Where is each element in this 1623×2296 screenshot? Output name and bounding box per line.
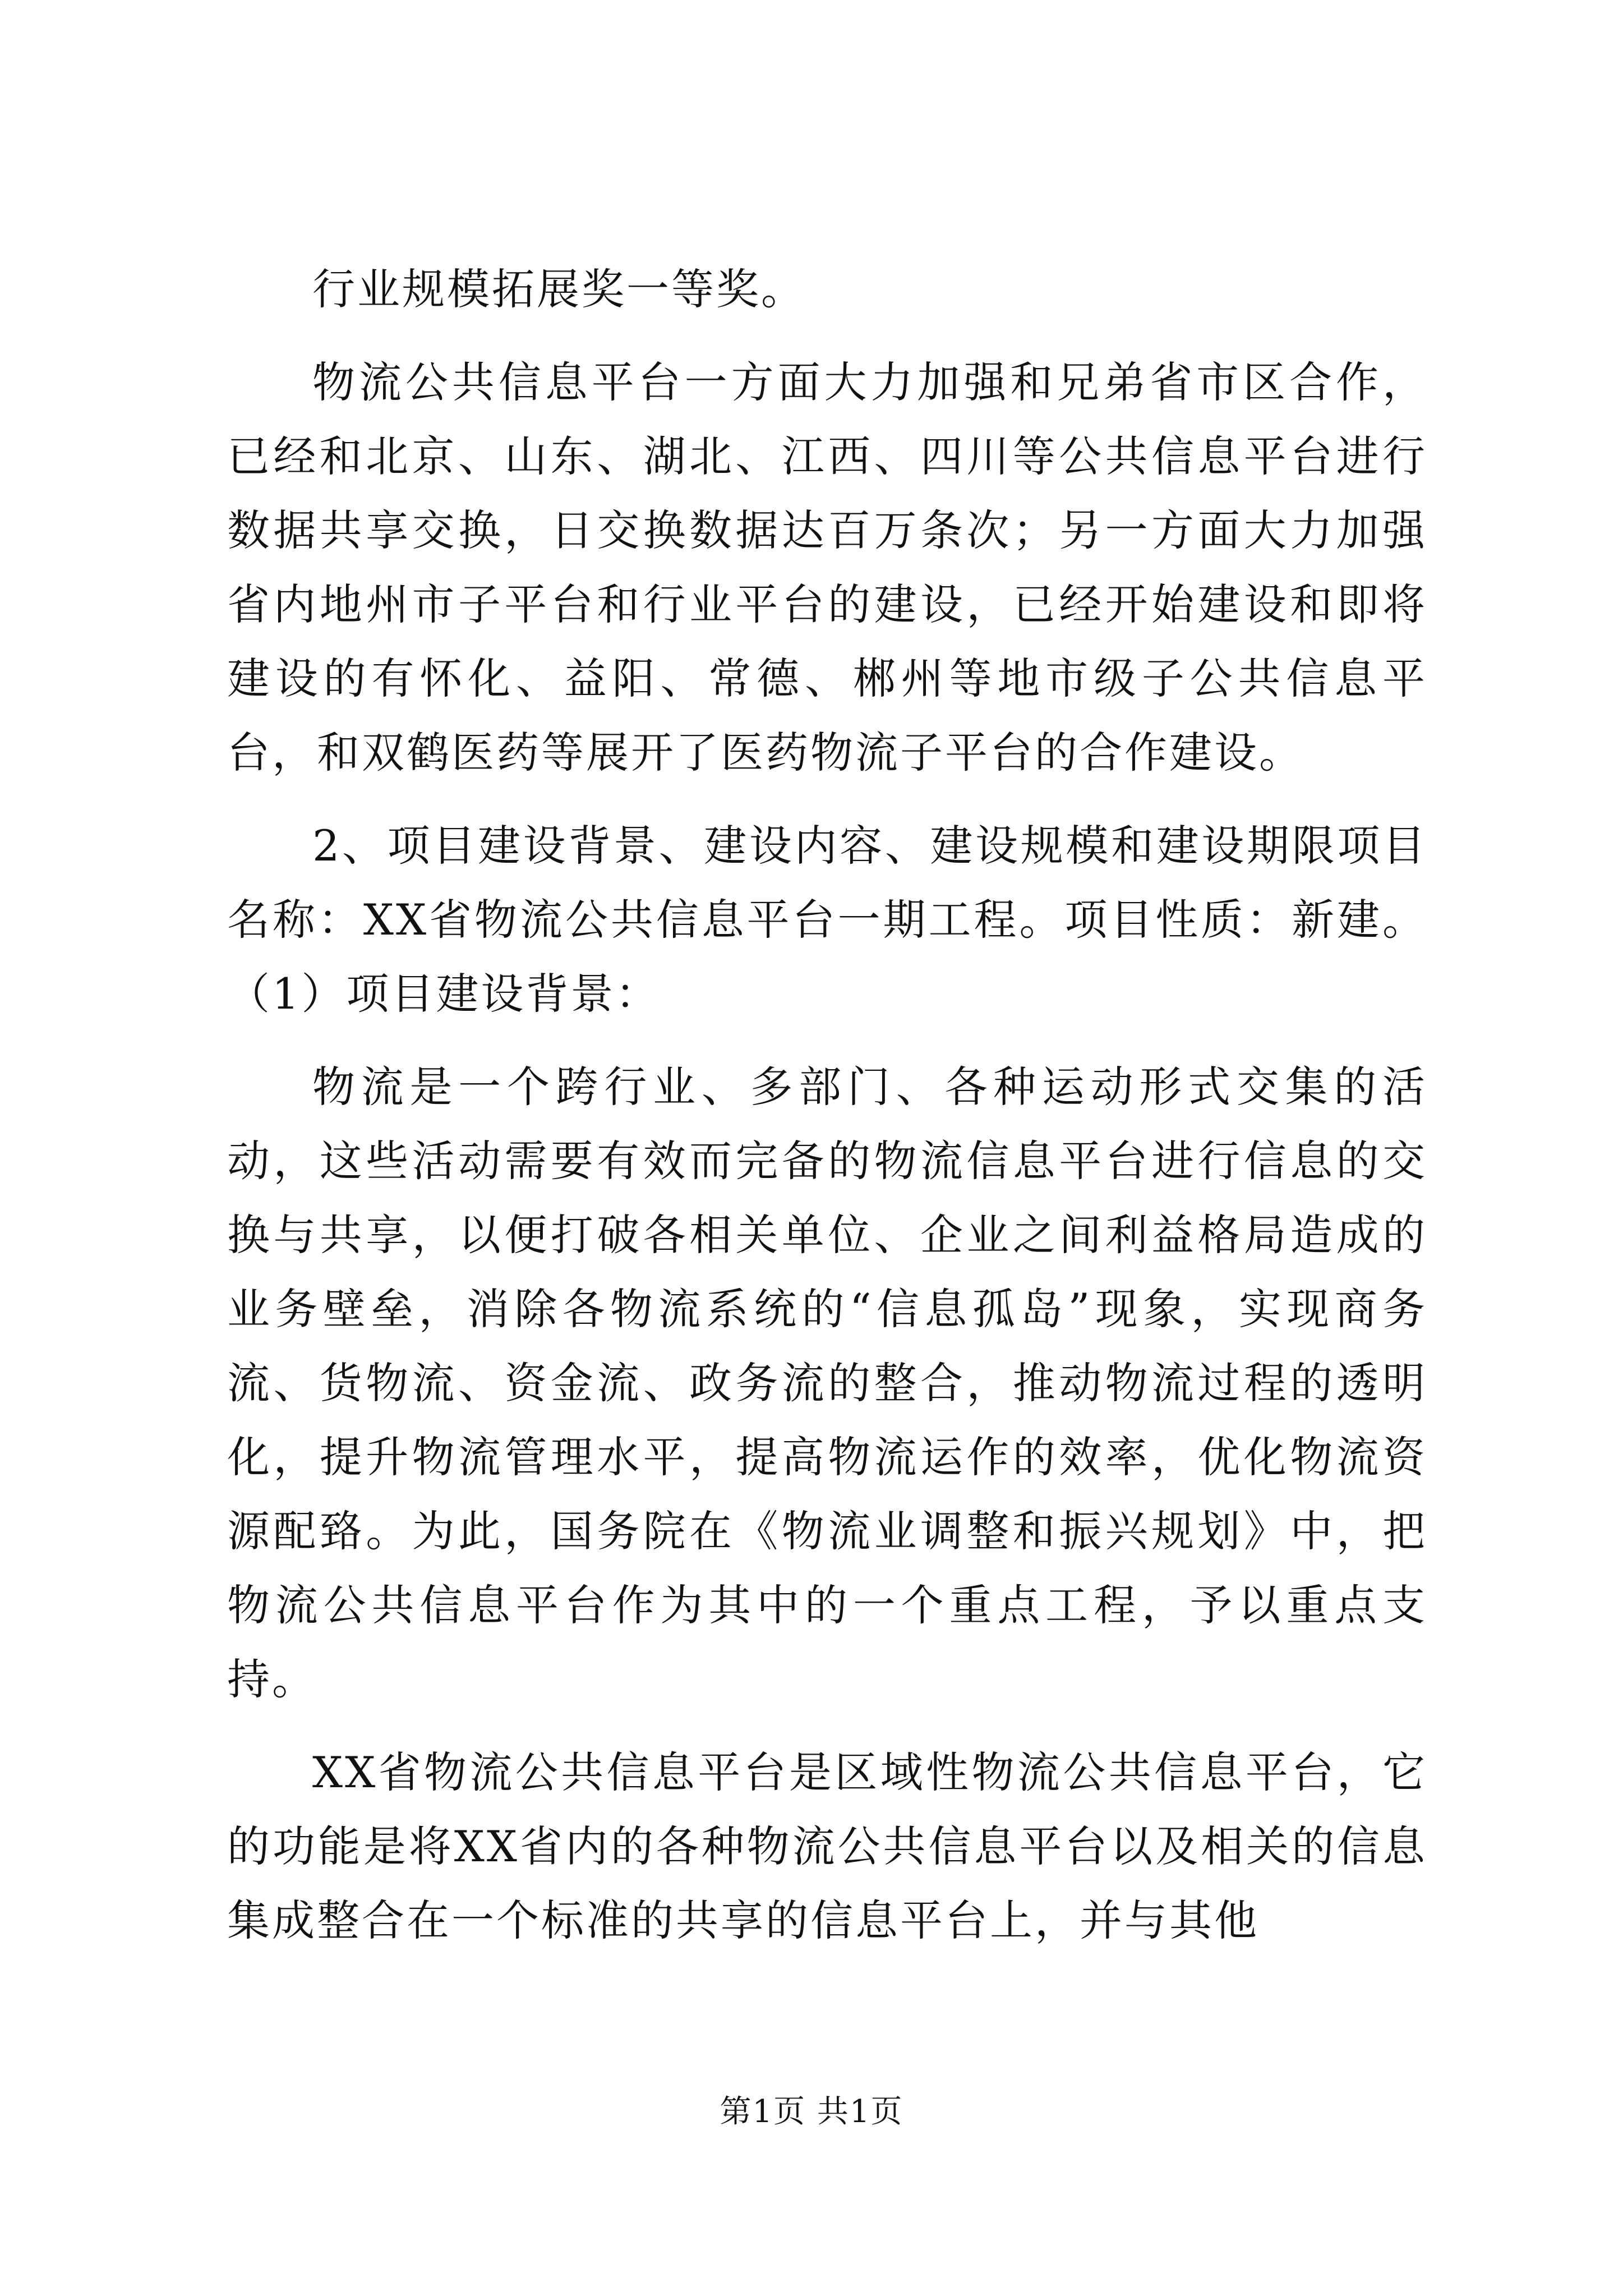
paragraph-3: 2、项目建设背景、建设内容、建设规模和建设期限项目名称：XX省物流公共信息平台一期工程。项目性质：新建。（1）项目建设背景： (227, 821, 1427, 1019)
paragraph-1: 行业规模拓展奖一等奖。 (312, 264, 806, 314)
document-body (227, 252, 1427, 1977)
page-footer: 第1页 共1页 (720, 2093, 903, 2130)
paragraph-2: 物流公共信息平台一方面大力加强和兄弟省市区合作，已经和北京、山东、湖北、江西、四川等公共信息平台进行数据共享交换，日交换数据达百万条次；另一方面大力加强省内地州市子平台和行业平台的建设，已经开始建设和即将建设的有怀化、益阳、常德、郴州等地市级子公共信息平台，和双鹤医药等展开了医药物流子平台的合作建设。 (227, 357, 1427, 777)
paragraph-5: XX省物流公共信息平台是区域性物流公共信息平台，它的功能是将XX省内的各种物流公共信息平台以及相关的信息集成整合在一个标准的共享的信息平台上，并与其他 (227, 1747, 1427, 1945)
paragraph-4: 物流是一个跨行业、多部门、各种运动形式交集的活动，这些活动需要有效而完备的物流信息平台进行信息的交换与共享，以便打破各相关单位、企业之间利益格局造成的业务壁垒，消除各物流系统的“信息孤岛”现象，实现商务流、货物流、资金流、政务流的整合，推动物流过程的透明化，提升物流管理水平，提高物流运作的效率，优化物流资源配臵。为此，国务院在《物流业调整和振兴规划》中，把物流公共信息平台作为其中的一个重点工程，予以重点支持。 (227, 1062, 1427, 1704)
